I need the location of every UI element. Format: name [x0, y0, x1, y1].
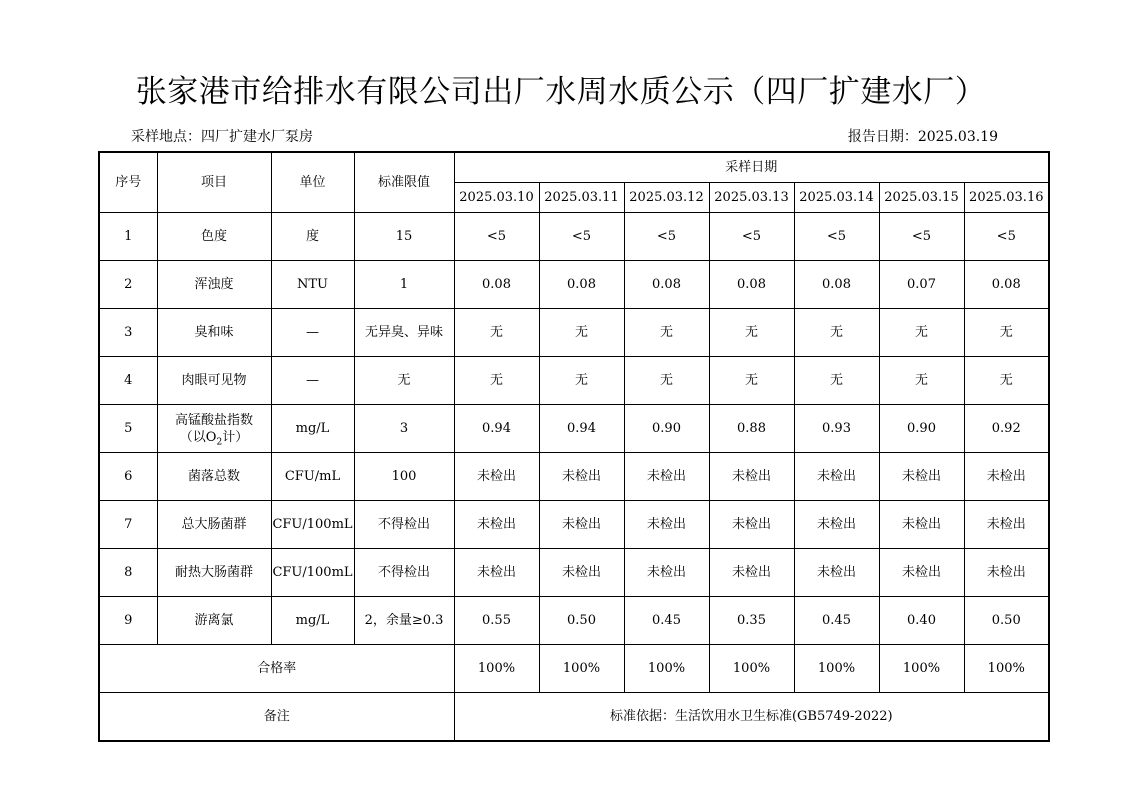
value-cell: 无 — [539, 357, 624, 405]
table-row — [99, 261, 1049, 309]
table-row — [99, 549, 1049, 597]
row-unit: CFU/100mL — [271, 501, 354, 549]
value-cell: 0.94 — [539, 405, 624, 453]
value-cell: 0.08 — [709, 261, 794, 309]
row-unit: — — [271, 309, 354, 357]
value-cell: <5 — [879, 213, 964, 261]
row-item-subscript: 2 — [216, 437, 223, 448]
value-cell: 未检出 — [879, 549, 964, 597]
row-item: 耐热大肠菌群 — [157, 549, 271, 597]
row-unit: NTU — [271, 261, 354, 309]
remarks-value: 标准依据：生活饮用水卫生标准(GB5749-2022) — [454, 693, 1049, 742]
date-cell: 2025.03.13 — [709, 183, 794, 213]
row-index: 3 — [99, 309, 157, 357]
value-cell: 未检出 — [879, 453, 964, 501]
row-item: 肉眼可见物 — [157, 357, 271, 405]
value-cell: 0.08 — [454, 261, 539, 309]
table-row — [99, 405, 1049, 453]
table-row — [99, 357, 1049, 405]
remarks-row — [99, 693, 1049, 742]
value-cell: 0.45 — [624, 597, 709, 645]
row-limit: 15 — [354, 213, 454, 261]
row-index: 9 — [99, 597, 157, 645]
date-cell: 2025.03.16 — [964, 183, 1049, 213]
row-index: 8 — [99, 549, 157, 597]
pass-rate-row — [99, 645, 1049, 693]
report-date: 报告日期：2025.03.19 — [847, 129, 998, 145]
value-cell: <5 — [454, 213, 539, 261]
row-unit: mg/L — [271, 597, 354, 645]
row-item-line2 — [158, 429, 271, 446]
sampling-location: 采样地点：四厂扩建水厂泵房 — [131, 129, 313, 145]
value-cell: 0.90 — [879, 405, 964, 453]
value-cell: 无 — [624, 309, 709, 357]
row-item: 菌落总数 — [157, 453, 271, 501]
value-cell: 0.55 — [454, 597, 539, 645]
value-cell: <5 — [964, 213, 1049, 261]
row-limit: 3 — [354, 405, 454, 453]
value-cell: 0.08 — [624, 261, 709, 309]
value-cell: 未检出 — [964, 453, 1049, 501]
row-limit: 100 — [354, 453, 454, 501]
value-cell: 0.50 — [539, 597, 624, 645]
row-item-line1: 高锰酸盐指数 — [174, 412, 253, 428]
row-unit: — — [271, 357, 354, 405]
value-cell: 0.40 — [879, 597, 964, 645]
row-limit: 2，余量≥0.3 — [354, 597, 454, 645]
row-index: 4 — [99, 357, 157, 405]
value-cell: 未检出 — [794, 501, 879, 549]
table-body — [99, 152, 1049, 741]
value-cell: 无 — [964, 357, 1049, 405]
value-cell: 未检出 — [624, 501, 709, 549]
header-row — [99, 152, 1049, 183]
header-unit: 单位 — [271, 152, 354, 213]
value-cell: 未检出 — [794, 453, 879, 501]
pass-rate-cell: 100% — [539, 645, 624, 693]
value-cell: 无 — [454, 309, 539, 357]
value-cell: 0.08 — [539, 261, 624, 309]
value-cell: 未检出 — [624, 549, 709, 597]
row-unit: CFU/mL — [271, 453, 354, 501]
value-cell: 无 — [879, 357, 964, 405]
row-item: 臭和味 — [157, 309, 271, 357]
value-cell: 未检出 — [879, 501, 964, 549]
date-cell: 2025.03.10 — [454, 183, 539, 213]
row-limit: 不得检出 — [354, 501, 454, 549]
date-cell: 2025.03.14 — [794, 183, 879, 213]
value-cell: 0.93 — [794, 405, 879, 453]
pass-rate-cell: 100% — [964, 645, 1049, 693]
remarks-label: 备注 — [99, 693, 454, 742]
pass-rate-cell: 100% — [879, 645, 964, 693]
pass-rate-label: 合格率 — [99, 645, 454, 693]
row-index: 1 — [99, 213, 157, 261]
value-cell: 无 — [624, 357, 709, 405]
value-cell: 未检出 — [454, 453, 539, 501]
value-cell: 未检出 — [624, 453, 709, 501]
value-cell: 0.07 — [879, 261, 964, 309]
value-cell: 无 — [709, 309, 794, 357]
value-cell: <5 — [539, 213, 624, 261]
row-limit: 不得检出 — [354, 549, 454, 597]
header-limit: 标准限值 — [354, 152, 454, 213]
value-cell: 未检出 — [964, 501, 1049, 549]
table-row — [99, 309, 1049, 357]
value-cell: 0.90 — [624, 405, 709, 453]
value-cell: <5 — [624, 213, 709, 261]
header-index: 序号 — [99, 152, 157, 213]
value-cell: 无 — [794, 309, 879, 357]
value-cell: 无 — [539, 309, 624, 357]
value-cell: 无 — [879, 309, 964, 357]
row-index: 2 — [99, 261, 157, 309]
value-cell: 未检出 — [709, 453, 794, 501]
row-index: 6 — [99, 453, 157, 501]
value-cell: 无 — [794, 357, 879, 405]
value-cell: 0.08 — [964, 261, 1049, 309]
row-item: 色度 — [157, 213, 271, 261]
row-item — [157, 405, 271, 453]
row-unit: 度 — [271, 213, 354, 261]
row-item-line2-suffix: 计） — [222, 429, 249, 445]
row-item-line2-prefix: （以O — [179, 429, 217, 445]
value-cell: 0.92 — [964, 405, 1049, 453]
value-cell: 无 — [454, 357, 539, 405]
value-cell: 未检出 — [539, 501, 624, 549]
value-cell: 0.08 — [794, 261, 879, 309]
row-item: 浑浊度 — [157, 261, 271, 309]
row-unit: CFU/100mL — [271, 549, 354, 597]
value-cell: 未检出 — [539, 549, 624, 597]
date-cell: 2025.03.11 — [539, 183, 624, 213]
value-cell: <5 — [709, 213, 794, 261]
value-cell: 未检出 — [709, 549, 794, 597]
water-quality-table — [98, 151, 1050, 742]
value-cell: 0.88 — [709, 405, 794, 453]
pass-rate-cell: 100% — [624, 645, 709, 693]
row-index: 5 — [99, 405, 157, 453]
row-limit: 1 — [354, 261, 454, 309]
row-unit: mg/L — [271, 405, 354, 453]
table-row — [99, 597, 1049, 645]
header-item: 项目 — [157, 152, 271, 213]
value-cell: 未检出 — [454, 549, 539, 597]
pass-rate-cell: 100% — [794, 645, 879, 693]
value-cell: 未检出 — [964, 549, 1049, 597]
value-cell: 未检出 — [539, 453, 624, 501]
row-item: 总大肠菌群 — [157, 501, 271, 549]
date-cell: 2025.03.12 — [624, 183, 709, 213]
table-row — [99, 501, 1049, 549]
value-cell: 0.94 — [454, 405, 539, 453]
table-row — [99, 453, 1049, 501]
row-index: 7 — [99, 501, 157, 549]
value-cell: 0.45 — [794, 597, 879, 645]
row-limit: 无异臭、异味 — [354, 309, 454, 357]
table-row — [99, 213, 1049, 261]
page-title: 张家港市给排水有限公司出厂水周水质公示（四厂扩建水厂） — [135, 74, 987, 110]
pass-rate-cell: 100% — [709, 645, 794, 693]
value-cell: 未检出 — [709, 501, 794, 549]
row-item: 游离氯 — [157, 597, 271, 645]
header-sampling-date: 采样日期 — [454, 152, 1049, 183]
value-cell: 0.35 — [709, 597, 794, 645]
value-cell: 0.50 — [964, 597, 1049, 645]
value-cell: 无 — [709, 357, 794, 405]
date-cell: 2025.03.15 — [879, 183, 964, 213]
value-cell: 无 — [964, 309, 1049, 357]
pass-rate-cell: 100% — [454, 645, 539, 693]
value-cell: <5 — [794, 213, 879, 261]
value-cell: 未检出 — [454, 501, 539, 549]
row-limit: 无 — [354, 357, 454, 405]
value-cell: 未检出 — [794, 549, 879, 597]
